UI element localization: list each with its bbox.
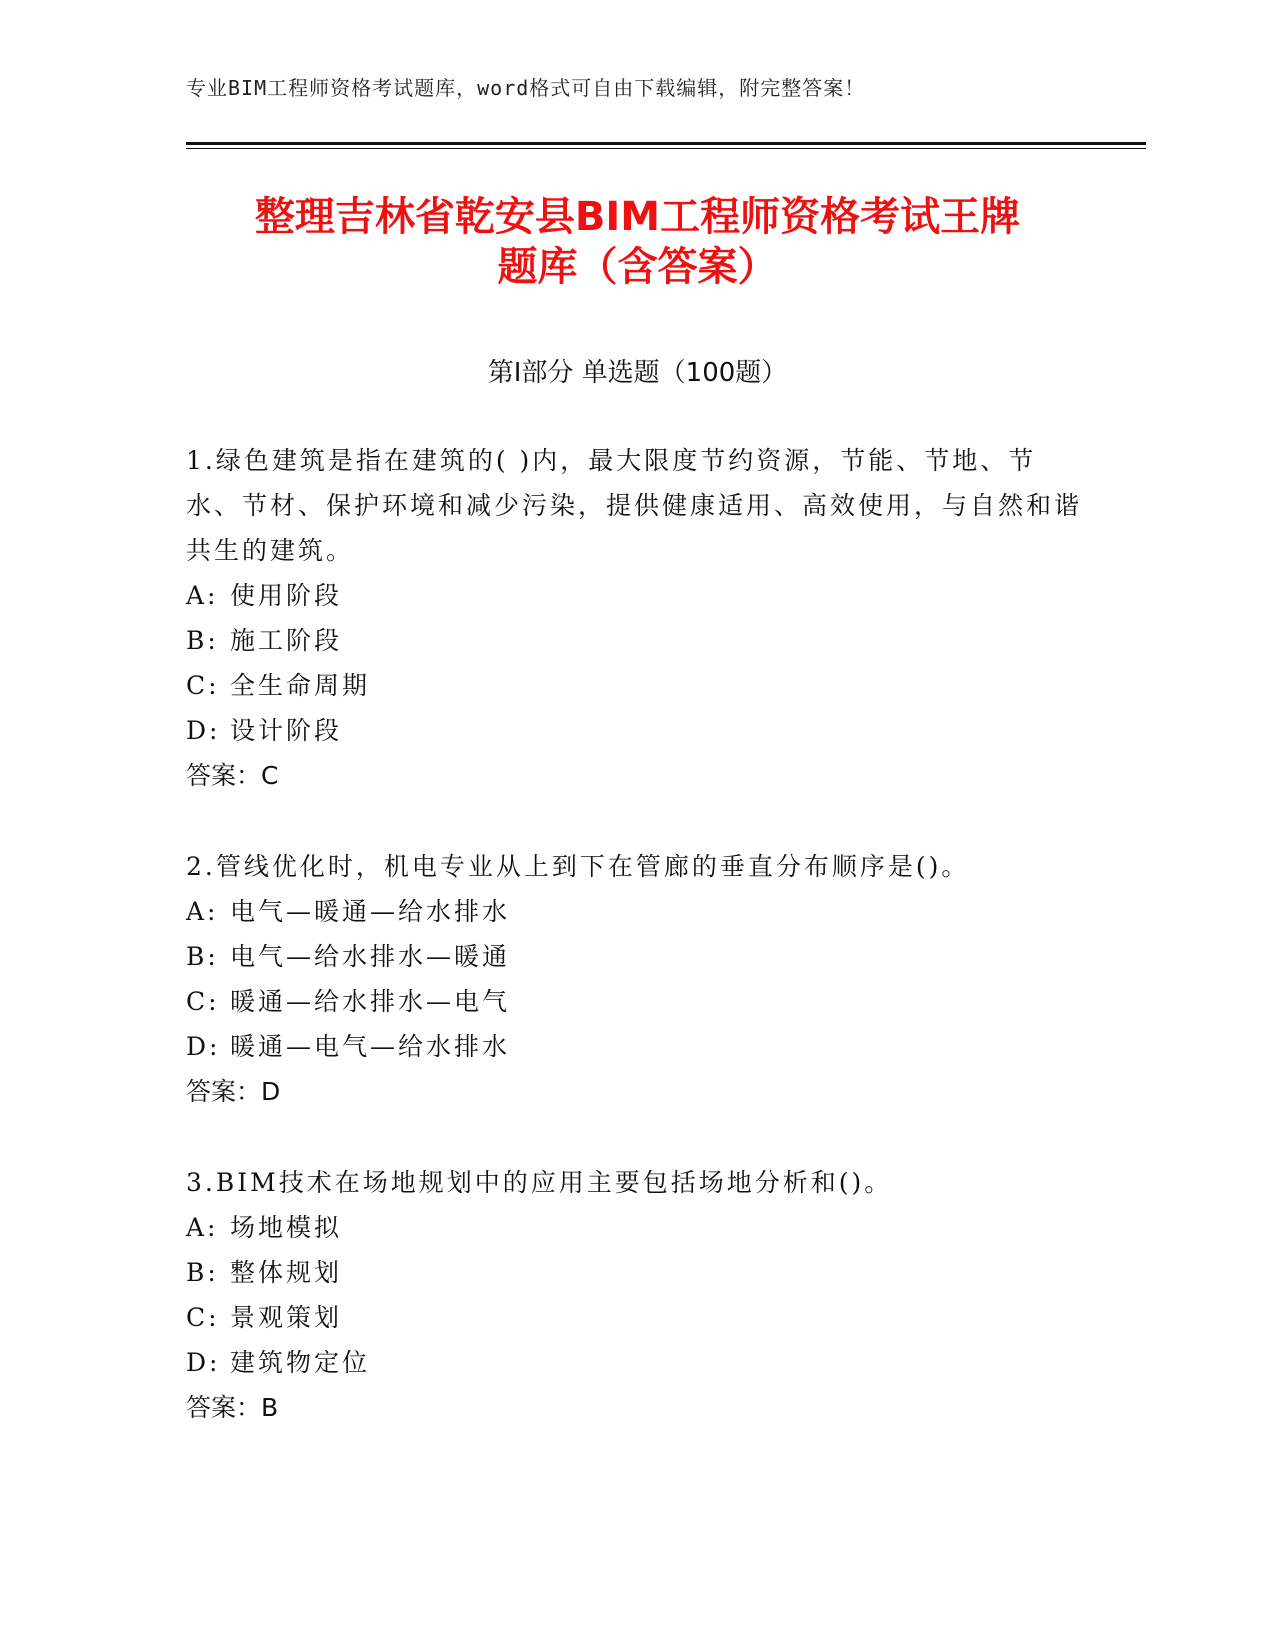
option-text: 全生命周期 [230, 671, 371, 700]
option-a [186, 1205, 1086, 1250]
option-c [186, 1295, 1086, 1340]
option-text: 整体规划 [230, 1258, 343, 1287]
option-text: 电气—暖通—给水排水 [230, 897, 511, 926]
document-title-line-1: 整理吉林省乾安县BIM工程师资格考试王牌 [254, 194, 1021, 240]
option-letter: B: [186, 1258, 219, 1287]
option-a [186, 573, 1086, 618]
option-letter: C: [186, 671, 220, 700]
option-letter: D: [186, 716, 221, 745]
option-c [186, 979, 1086, 1024]
option-letter: D: [186, 1032, 221, 1061]
option-text: 场地模拟 [230, 1213, 343, 1242]
option-letter: A: [186, 897, 219, 926]
option-letter: C: [186, 1303, 220, 1332]
question-1 [186, 438, 1086, 798]
option-d [186, 708, 1086, 753]
option-b [186, 618, 1086, 663]
option-b [186, 1250, 1086, 1295]
option-text: 设计阶段 [230, 716, 343, 745]
document-title [150, 192, 1125, 292]
header-rule-thin [186, 148, 1146, 149]
question-2 [186, 844, 1086, 1114]
option-letter: B: [186, 942, 219, 971]
option-letter: D: [186, 1348, 221, 1377]
option-text: 景观策划 [230, 1303, 343, 1332]
question-stem: 3.BIM技术在场地规划中的应用主要包括场地分析和()。 [186, 1168, 893, 1197]
header-rule-thick [186, 142, 1146, 145]
question-3 [186, 1160, 1086, 1430]
answer-line: 答案：C [186, 761, 279, 790]
option-text: 使用阶段 [230, 581, 343, 610]
question-list [186, 438, 1086, 1476]
option-text: 暖通—给水排水—电气 [230, 987, 511, 1016]
option-text: 施工阶段 [230, 626, 343, 655]
option-a [186, 889, 1086, 934]
option-c [186, 663, 1086, 708]
option-d [186, 1340, 1086, 1385]
option-letter: C: [186, 987, 220, 1016]
option-text: 建筑物定位 [230, 1348, 371, 1377]
page-header-note: 专业BIM工程师资格考试题库，word格式可自由下载编辑，附完整答案！ [186, 76, 866, 100]
document-title-line-2: 题库（含答案） [497, 244, 778, 290]
option-d [186, 1024, 1086, 1069]
option-text: 暖通—电气—给水排水 [230, 1032, 511, 1061]
option-b [186, 934, 1086, 979]
option-letter: A: [186, 1213, 219, 1242]
answer-line: 答案：D [186, 1077, 281, 1106]
option-letter: B: [186, 626, 219, 655]
question-stem: 1.绿色建筑是指在建筑的( )内，最大限度节约资源，节能、节地、节水、节材、保护环境和减少污染，提供健康适用、高效使用，与自然和谐共生的建筑。 [186, 446, 1083, 565]
section-heading: 第Ⅰ部分 单选题（100题） [487, 358, 788, 388]
question-stem: 2.管线优化时，机电专业从上到下在管廊的垂直分布顺序是()。 [186, 852, 970, 881]
answer-line: 答案：B [186, 1393, 279, 1422]
option-text: 电气—给水排水—暖通 [230, 942, 511, 971]
option-letter: A: [186, 581, 219, 610]
